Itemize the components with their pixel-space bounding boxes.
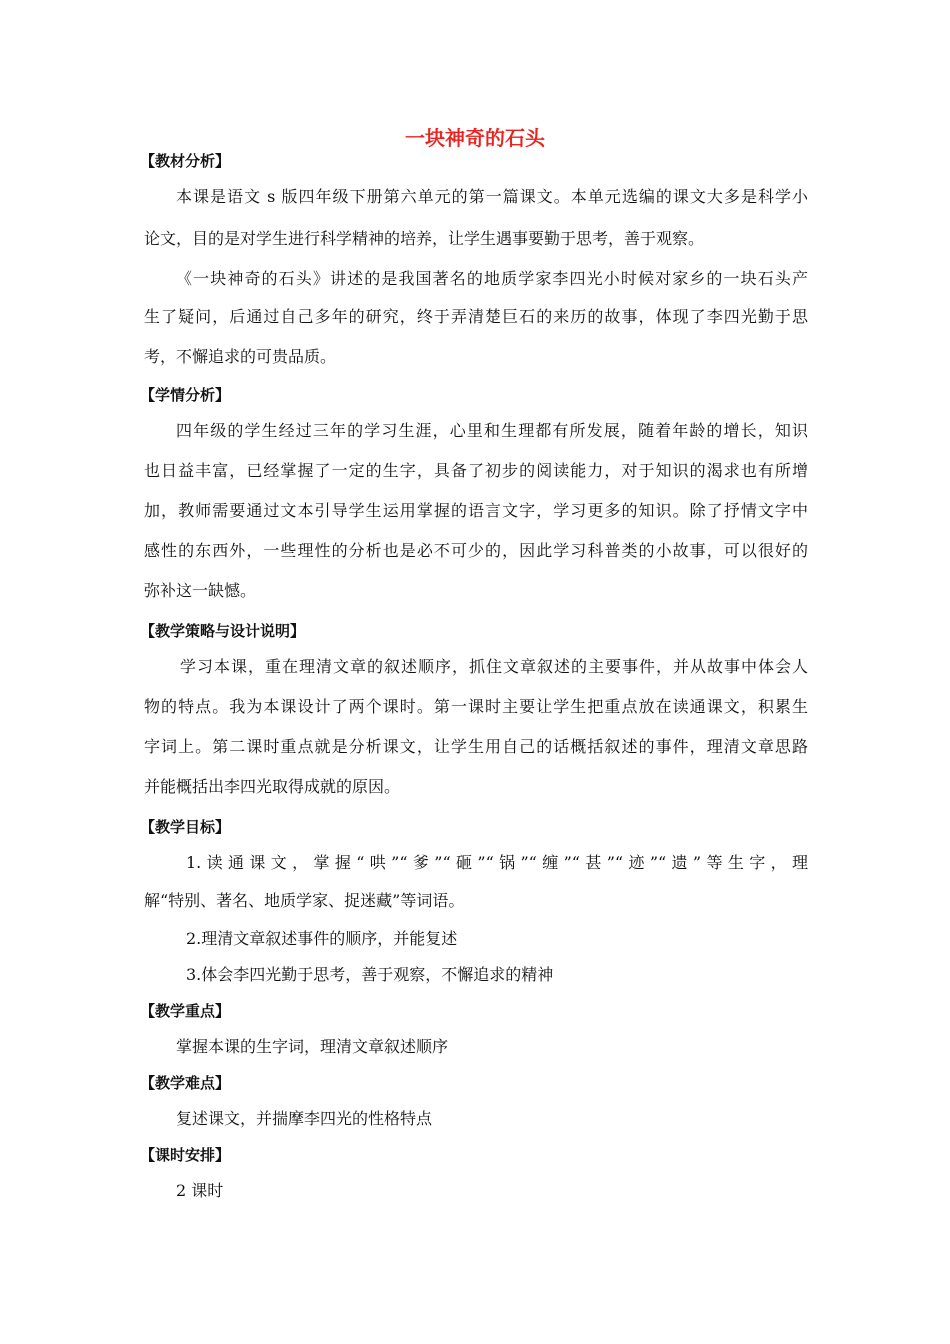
section-heading: 【教学策略与设计说明】	[140, 622, 306, 640]
paragraph-line: 2.理清文章叙述事件的顺序，并能复述	[186, 929, 458, 948]
paragraph-line: 并能概括出李四光取得成就的原因。	[144, 777, 401, 796]
paragraph-line: 解“特别、著名、地质学家、捉迷藏”等词语。	[144, 891, 465, 910]
section-heading: 【教学难点】	[140, 1074, 231, 1092]
section-heading: 【教学重点】	[140, 1002, 231, 1020]
document-title: 一块神奇的石头	[405, 126, 545, 150]
section-heading: 【课时安排】	[140, 1146, 231, 1164]
paragraph-line: 四年级的学生经过三年的学习生涯，心里和生理都有所发展，随着年龄的增长，知识	[176, 421, 808, 440]
paragraph-line: 学习本课，重在理清文章的叙述顺序，抓住文章叙述的主要事件，并从故事中体会人	[180, 657, 808, 676]
paragraph-line: 弥补这一缺憾。	[144, 581, 257, 600]
section-heading: 【学情分析】	[140, 386, 231, 404]
paragraph-line: 论文，目的是对学生进行科学精神的培养，让学生遇事要勤于思考，善于观察。	[144, 229, 705, 248]
paragraph-line: 物的特点。我为本课设计了两个课时。第一课时主要让学生把重点放在读通课文，积累生	[144, 697, 808, 716]
paragraph-line: 生了疑问，后通过自己多年的研究，终于弄清楚巨石的来历的故事，体现了李四光勤于思	[144, 307, 808, 326]
paragraph-line: 加，教师需要通过文本引导学生运用掌握的语言文字，学习更多的知识。除了抒情文字中	[144, 501, 808, 520]
paragraph-line: 复述课文，并揣摩李四光的性格特点	[176, 1109, 433, 1128]
paragraph-line: 掌握本课的生字词，理清文章叙述顺序	[176, 1037, 449, 1056]
paragraph-line: 1.读通课文，掌握“哄”“爹”“砸”“锅”“缠”“甚”“迹”“遗”等生字，理	[186, 853, 808, 872]
paragraph-line: 《一块神奇的石头》讲述的是我国著名的地质学家李四光小时候对家乡的一块石头产	[176, 269, 808, 288]
paragraph-line: 3.体会李四光勤于思考，善于观察，不懈追求的精神	[186, 965, 554, 984]
section-heading: 【教材分析】	[140, 152, 231, 170]
paragraph-line: 也日益丰富，已经掌握了一定的生字，具备了初步的阅读能力，对于知识的渴求也有所增	[144, 461, 808, 480]
paragraph-line: 字词上。第二课时重点就是分析课文，让学生用自己的话概括叙述的事件，理清文章思路	[144, 737, 808, 756]
section-heading: 【教学目标】	[140, 818, 231, 836]
paragraph-line: 感性的东西外，一些理性的分析也是必不可少的，因此学习科普类的小故事，可以很好的	[144, 541, 808, 560]
paragraph-line: 考，不懈追求的可贵品质。	[144, 347, 337, 366]
paragraph-line: 2 课时	[176, 1181, 224, 1200]
paragraph-line: 本课是语文 s 版四年级下册第六单元的第一篇课文。本单元选编的课文大多是科学小	[176, 187, 808, 206]
